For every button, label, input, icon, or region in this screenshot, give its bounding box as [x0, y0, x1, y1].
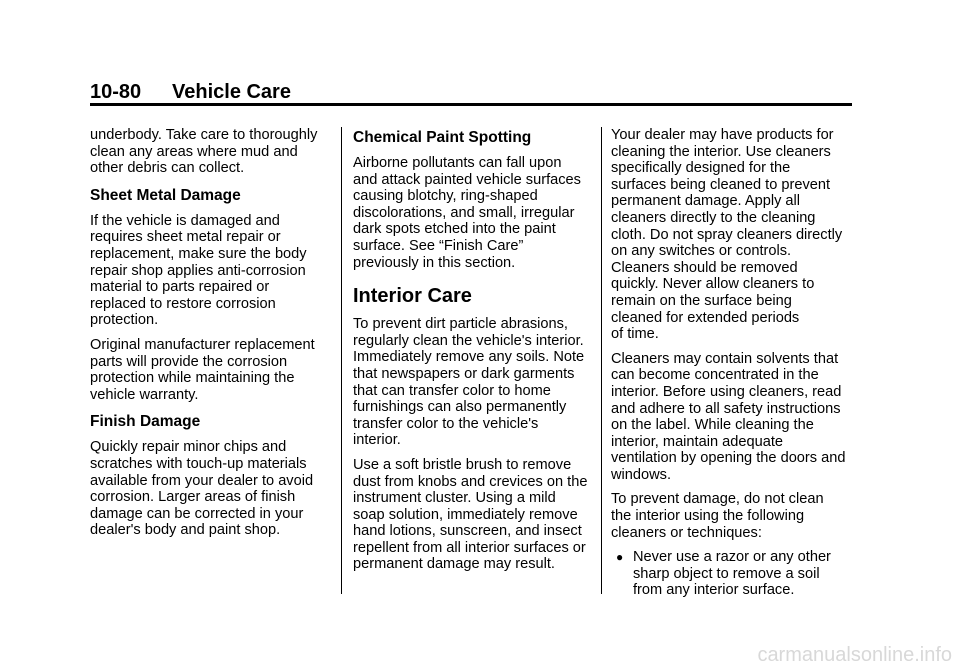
header-rule — [90, 103, 852, 106]
bullet-icon: ● — [616, 550, 624, 565]
page-number: 10-80 — [90, 81, 142, 103]
list-item-text: Never use a razor or any other sharp object to remove a soil from any interior surface. — [633, 549, 831, 599]
column-2 — [353, 127, 593, 581]
list-item — [611, 549, 856, 599]
column-1 — [90, 127, 330, 547]
chemical-paint-heading: Chemical Paint Spotting — [353, 129, 532, 146]
watermark: carmanualsonline.info — [757, 644, 952, 666]
interior-care-paragraph-2: Use a soft bristle brush to remove dust from knobs and crevices on the instrument cluster. Using a mild soap solution, immediately remove hand lotions, sunscreen, and insect repellent from all interior surfaces or permanent damage may result. — [353, 456, 588, 573]
interior-care-paragraph-1: To prevent dirt particle abrasions, regularly clean the vehicle's interior. Immediately remove any soils. Note that newspapers or dark garments that can transfer color to home furnishings can also permanently transfer color to the vehicle's interior. — [353, 316, 585, 449]
section-title: Vehicle Care — [172, 81, 291, 103]
finish-damage-paragraph: Quickly repair minor chips and scratches with touch-up materials available from your dealer to avoid corrosion. Larger areas of finish damage can be corrected in your dealer's body and paint shop. — [90, 439, 314, 539]
sheet-metal-paragraph-1: If the vehicle is damaged and requires sheet metal repair or replacement, make sure the body repair shop applies anti-corrosion material to parts repaired or replaced to restore corrosion protection. — [90, 212, 307, 329]
interior-care-heading: Interior Care — [353, 285, 472, 308]
column-divider-1 — [341, 127, 342, 594]
cleaners-paragraph-2: Cleaners may contain solvents that can become concentrated in the interior. Before using cleaners, read and adhere to all safety instructions on the label. While cleaning the interior, maintain adequate ventilation by opening the doors and windows. — [611, 350, 846, 483]
column-divider-2 — [601, 127, 602, 594]
chemical-paint-paragraph: Airborne pollutants can fall upon and attack painted vehicle surfaces causing blotchy, ring-shaped discolorations, and small, irregular dark spots etched into the paint surface. See “Finish Care” previously in this section. — [353, 155, 581, 271]
cleaning-techniques-list — [611, 549, 856, 599]
finish-damage-heading: Finish Damage — [90, 413, 201, 431]
sheet-metal-paragraph-2: Original manufacturer replacement parts will provide the corrosion protection while maintaining the vehicle warranty. — [90, 336, 315, 403]
sheet-metal-heading: Sheet Metal Damage — [90, 186, 241, 204]
intro-paragraph: underbody. Take care to thoroughly clean any areas where mud and other debris can collect. — [90, 127, 318, 177]
cleaners-paragraph-3: To prevent damage, do not clean the interior using the following cleaners or techniques: — [611, 491, 824, 541]
cleaners-paragraph-1: Your dealer may have products for cleaning the interior. Use cleaners specifically designed for the surfaces being cleaned to prevent permanent damage. Apply all cleaners directly to the cleaning cloth. Do not spray cleaners directly on any switches or controls. Cleaners should be removed quickly. Never allow cleaners to remain on the surface being cleaned for extended periods of time. — [611, 127, 843, 343]
column-3 — [611, 127, 856, 599]
